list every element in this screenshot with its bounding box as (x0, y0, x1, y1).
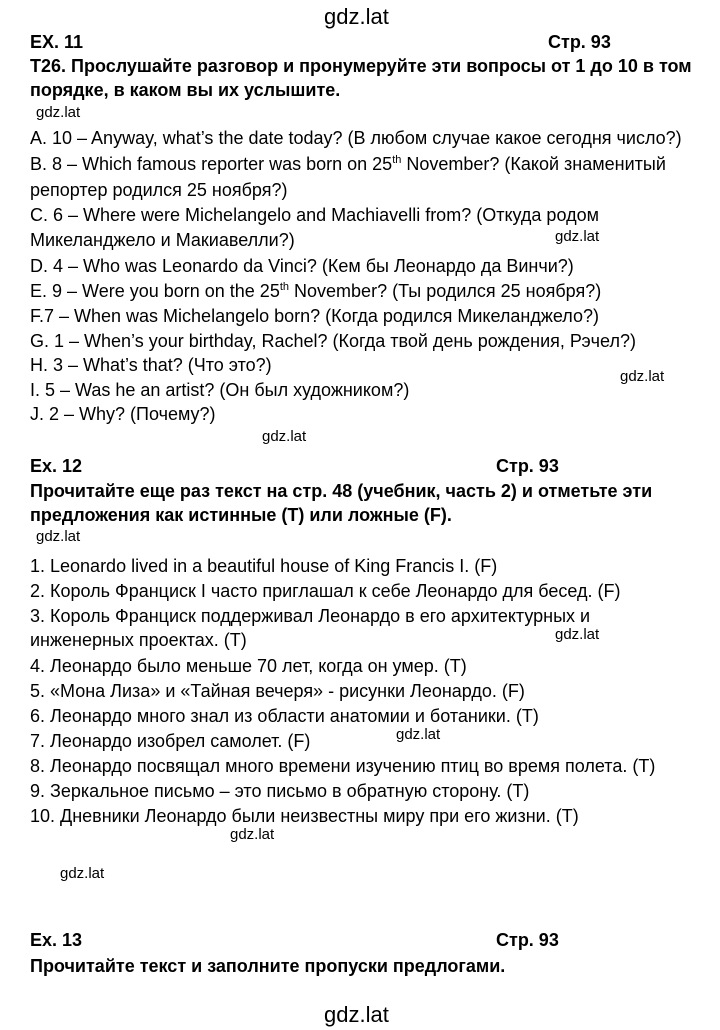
watermark: gdz.lat (262, 428, 307, 445)
list-item: J. 2 – Why? (Почему?) (30, 404, 216, 424)
list-item: F.7 – When was Michelangelo born? (Когда родился Микеланджело?) (30, 306, 600, 326)
list-item: 7. Леонардо изобрел самолет. (F) (30, 731, 311, 751)
exercise-title: Ex. 12 (30, 456, 83, 476)
list-item: Микеланджело и Макиавелли?) (30, 230, 295, 250)
exercise-title: EX. 11 (30, 32, 84, 52)
exercise-title: Ex. 13 (30, 930, 83, 950)
task-text: Прочитайте еще раз текст на стр. 48 (учебник, часть 2) и отметьте эти (30, 481, 653, 501)
list-item: инженерных проектах. (T) (30, 630, 247, 650)
list-item: I. 5 – Was he an artist? (Он был художником?) (30, 380, 410, 400)
list-item: 9. Зеркальное письмо – это письмо в обратную сторону. (T) (30, 781, 530, 801)
list-item: E. 9 – Were you born on the 25th November? (Ты родился 25 ноября?) (30, 281, 602, 301)
list-item: 2. Король Франциск I часто приглашал к себе Леонардо для бесед. (F) (30, 581, 621, 601)
list-item: C. 6 – Where were Michelangelo and Machiavelli from? (Откуда родом (30, 205, 599, 225)
list-item: B. 8 – Which famous reporter was born on 25th November? (Какой знаменитый (30, 154, 666, 174)
watermark: gdz.lat (36, 104, 81, 121)
list-item: A. 10 – Anyway, what’s the date today? (В любом случае какое сегодня число?) (30, 128, 682, 148)
list-item: 8. Леонардо посвящал много времени изучению птиц во время полета. (T) (30, 756, 656, 776)
page-number: Стр. 93 (496, 456, 559, 476)
watermark: gdz.lat (555, 626, 600, 643)
watermark: gdz.lat (60, 865, 105, 882)
page-number: Стр. 93 (496, 930, 559, 950)
list-item: 5. «Мона Лиза» и «Тайная вечеря» - рисунки Леонардо. (F) (30, 681, 525, 701)
list-item: D. 4 – Who was Leonardo da Vinci? (Кем бы Леонардо да Винчи?) (30, 256, 574, 276)
watermark-bottom: gdz.lat (324, 1002, 389, 1027)
watermark: gdz.lat (36, 528, 81, 545)
list-item: 1. Leonardo lived in a beautiful house of King Francis I. (F) (30, 556, 498, 576)
watermark: gdz.lat (555, 228, 600, 245)
task-text: Т26. Прослушайте разговор и пронумеруйте эти вопросы от 1 до 10 в том (30, 56, 692, 76)
watermark: gdz.lat (230, 826, 275, 843)
list-item: 4. Леонардо было меньше 70 лет, когда он умер. (T) (30, 656, 467, 676)
task-text: порядке, в каком вы их услышите. (30, 80, 341, 100)
watermark: gdz.lat (396, 726, 441, 743)
task-text: предложения как истинные (T) или ложные (F). (30, 505, 452, 525)
list-item: H. 3 – What’s that? (Что это?) (30, 355, 272, 375)
list-item: 6. Леонардо много знал из области анатомии и ботаники. (T) (30, 706, 539, 726)
list-item: G. 1 – When’s your birthday, Rachel? (Когда твой день рождения, Рэчел?) (30, 331, 636, 351)
watermark: gdz.lat (620, 368, 665, 385)
task-text: Прочитайте текст и заполните пропуски предлогами. (30, 956, 506, 976)
list-item: 3. Король Франциск поддерживал Леонардо в его архитектурных и (30, 606, 591, 626)
page-number: Стр. 93 (548, 32, 611, 52)
watermark-top: gdz.lat (324, 4, 389, 29)
list-item: 10. Дневники Леонардо были неизвестны миру при его жизни. (T) (30, 806, 579, 826)
list-item: репортер родился 25 ноября?) (30, 180, 288, 200)
